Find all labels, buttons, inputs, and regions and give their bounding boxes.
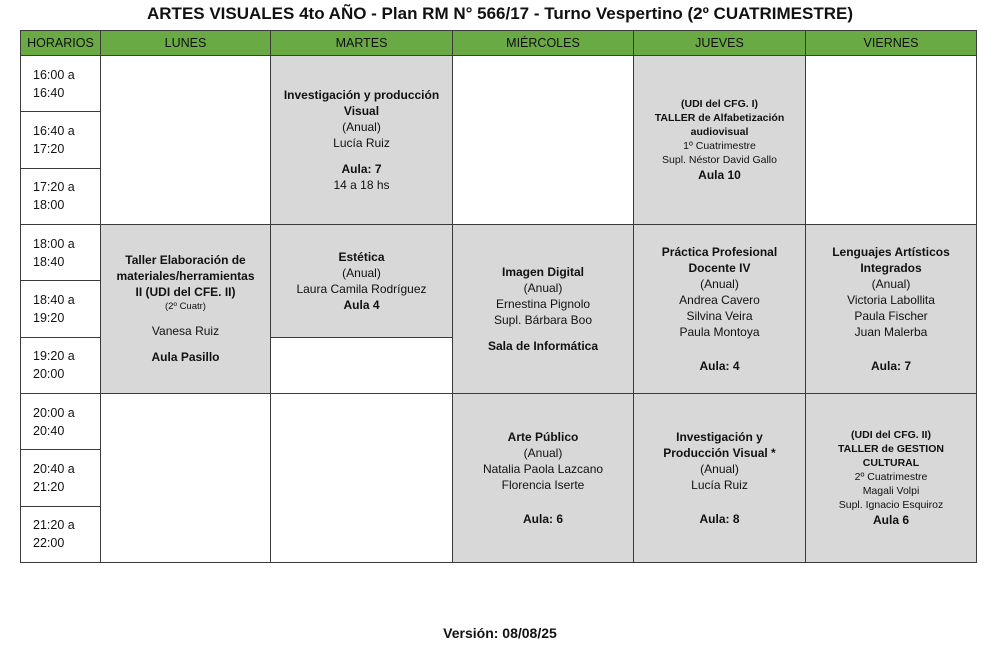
table-row [21, 393, 977, 449]
table-row [21, 224, 977, 280]
time-slot: 18:00 a 18:40 [21, 224, 101, 280]
empty-cell [806, 56, 977, 225]
time-slot: 17:20 a 18:00 [21, 168, 101, 224]
header-viernes: VIERNES [806, 31, 977, 56]
class-cell-practica-jueves: Práctica Profesional Docente IV (Anual) Andrea Cavero Silvina Veira Paula Montoya Aula: 4 [634, 224, 806, 393]
header-jueves: JUEVES [634, 31, 806, 56]
table-row [21, 56, 977, 112]
class-cell-taller-lunes: Taller Elaboración de materiales/herramientas II (UDI del CFE. II) (2º Cuatr) Vanesa Ruiz Aula Pasillo [101, 224, 271, 393]
class-cell-alfabetizacion-jueves: (UDI del CFG. I) TALLER de Alfabetización audiovisual 1º Cuatrimestre Supl. Néstor David Gallo Aula 10 [634, 56, 806, 225]
class-cell-arte-publico-miercoles: Arte Público (Anual) Natalia Paola Lazcano Florencia Iserte Aula: 6 [453, 393, 634, 562]
time-slot: 16:40 a 17:20 [21, 112, 101, 168]
time-slot: 20:00 a 20:40 [21, 393, 101, 449]
time-slot: 20:40 a 21:20 [21, 450, 101, 506]
class-cell-lenguajes-viernes: Lenguajes Artísticos Integrados (Anual) Victoria Labollita Paula Fischer Juan Malerba Aula: 7 [806, 224, 977, 393]
version-label: Versión: 08/08/25 [443, 625, 557, 641]
header-martes: MARTES [271, 31, 453, 56]
page-title: ARTES VISUALES 4to AÑO - Plan RM N° 566/17 - Turno Vespertino (2º CUATRIMESTRE) [147, 4, 853, 23]
empty-cell [271, 393, 453, 562]
time-slot: 16:00 a 16:40 [21, 56, 101, 112]
class-cell-gestion-cultural-viernes: (UDI del CFG. II) TALLER de GESTION CULTURAL 2º Cuatrimestre Magali Volpi Supl. Ignacio Esquiroz Aula 6 [806, 393, 977, 562]
header-lunes: LUNES [101, 31, 271, 56]
schedule-table [20, 30, 977, 563]
header-miercoles: MIÉRCOLES [453, 31, 634, 56]
class-cell-imagen-digital-miercoles: Imagen Digital (Anual) Ernestina Pignolo Supl. Bárbara Boo Sala de Informática [453, 224, 634, 393]
class-cell-estetica-martes: Estética (Anual) Laura Camila Rodríguez Aula 4 [271, 224, 453, 337]
header-horarios: HORARIOS [21, 31, 101, 56]
time-slot: 18:40 a 19:20 [21, 281, 101, 337]
class-cell-investigacion-jueves: Investigación y Producción Visual * (Anual) Lucía Ruiz Aula: 8 [634, 393, 806, 562]
empty-cell [453, 56, 634, 225]
header-row [21, 31, 977, 56]
empty-cell [101, 393, 271, 562]
time-slot: 21:20 a 22:00 [21, 506, 101, 562]
class-cell-investigacion-martes: Investigación y producción Visual (Anual) Lucía Ruiz Aula: 7 14 a 18 hs [271, 56, 453, 225]
empty-cell [101, 56, 271, 225]
time-slot: 19:20 a 20:00 [21, 337, 101, 393]
empty-cell [271, 337, 453, 393]
